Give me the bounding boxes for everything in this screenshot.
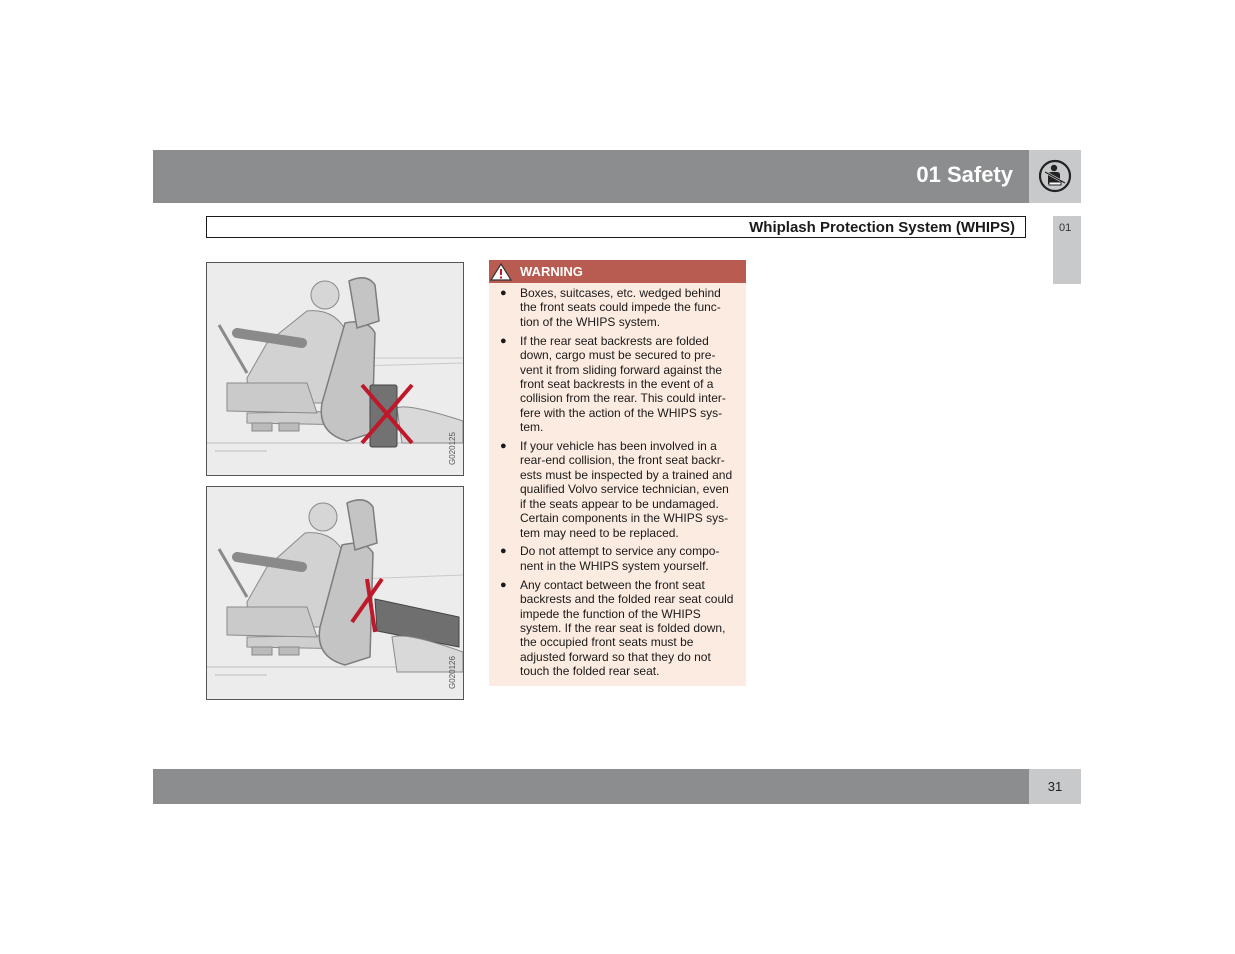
section-title: Whiplash Protection System (WHIPS) — [749, 219, 1015, 236]
chapter-title: 01 Safety — [916, 162, 1013, 187]
chapter-side-tab — [1053, 216, 1081, 284]
chapter-header-band — [153, 150, 1029, 203]
seat-touching-folded-rear-seat-illustration — [207, 487, 463, 699]
warning-header — [489, 260, 746, 283]
section-title-bar — [206, 216, 1026, 238]
figure-seat-with-box — [206, 262, 464, 476]
warning-item: ● If your vehicle has been involved in a rear-end collision, the front seat backr- ests must be inspected by a trained and qualified Volvo service technician, even if the seats appear to be undamaged. Certain components in the WHIPS sys- tem may need to be replaced. — [500, 439, 733, 540]
warning-item: ● Do not attempt to service any compo- nent in the WHIPS system yourself. — [500, 544, 720, 573]
warning-list — [489, 286, 746, 683]
page-number: 31 — [1047, 779, 1063, 794]
side-tab-label: 01 — [1059, 222, 1072, 234]
seatbelt-person-icon — [1029, 150, 1081, 203]
figure-code-2: G020126 — [448, 656, 457, 689]
page-number-box — [1029, 769, 1081, 804]
seat-with-box-illustration — [207, 263, 463, 475]
chapter-icon-box — [1029, 150, 1081, 203]
warning-item: ● Boxes, suitcases, etc. wedged behind the front seats could impede the func- tion of the WHIPS system. — [500, 286, 721, 329]
warning-triangle-icon — [490, 262, 512, 282]
warning-title: WARNING — [520, 264, 583, 279]
figure-code-1: G020125 — [448, 432, 457, 465]
warning-item: ● Any contact between the front seat backrests and the folded rear seat could impede the function of the WHIPS system. If the rear seat is folded down, the occupied front seats must be adjusted forward so that they do not touch the folded rear seat. — [500, 577, 734, 679]
footer-band — [153, 769, 1029, 804]
warning-box — [489, 260, 746, 686]
warning-item: ● If the rear seat backrests are folded down, cargo must be secured to pre- vent it from sliding forward against the front seat backrests in the event of a collision from the rear. This could inter- fere with the action of the WHIPS sys- tem. — [500, 333, 726, 435]
figure-seat-touching-rear-seat — [206, 486, 464, 700]
